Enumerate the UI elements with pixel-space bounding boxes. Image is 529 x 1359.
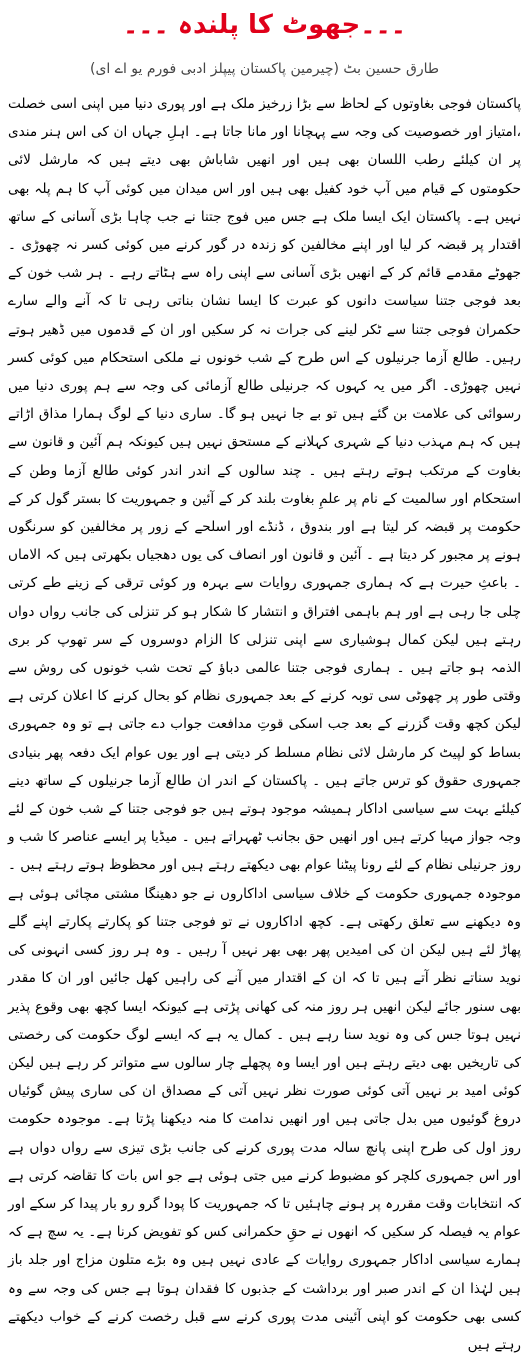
article-body — [8, 90, 521, 1359]
article-paragraph-1: پاکستان فوجی بغاوتوں کے لحاظ سے بڑا زرخیز ملک ہے اور پوری دنیا میں اپنی اسی خصلت ،امتیاز اور خصوصیت کی وجہ سے پہچانا اور مانا جاتا ہے۔ اہلِ جہاں ان کی اس ہنر مندی پر ان کیلئے رطب اللسان بھی ہیں اور انھیں شاباش بھی دیتے ہیں کہ مارشل لائی حکومتوں کے قیام میں آپ خود کفیل بھی ہیں اور اس میدان میں کوئی آپ کا ہم پلہ بھی نہیں ہے۔ پاکستان ایک ایسا ملک ہے جس میں فوج جتنا نے جب چاہا بڑی آسانی کے ساتھ اقتدار پر قبضہ کر لیا اور اپنے مخالفین کو زندہ در گور کرنے میں کوئی کسر نہ چھوڑی ۔ جھوٹے مقدمے قائم کر کے انھیں بڑی آسانی سے اپنی راہ سے ہٹاتے رہے ۔ ہر شب خون کے بعد فوجی جتنا سیاست دانوں کو عبرت کا ایسا نشان بناتی رہی تا کہ آنے والے سارے حکمران فوجی جتنا سے ٹکر لینے کی جرات نہ کر سکیں اور ان کے قدموں میں ڈھیر ہوتے رہیں۔ طالع آزما جرنیلوں کے اس طرح کے شب خونوں نے ملکی استحکام میں کوئی کسر نہیں چھوڑی۔ اگر میں یہ کہوں کہ جرنیلی طالع آزمائی کی وجہ سے ہم پوری دنیا میں رسوائی کی علامت بن گئے ہیں تو بے جا نہیں ہو گا۔ ساری دنیا کے لوگ ہمارا مذاق اڑاتے ہیں کہ ہم مہذب دنیا کے شہری کہلانے کے مستحق نہیں ہیں کیونکہ ہم آئین و قانون سے بغاوت کے مرتکب ہوتے رہتے ہیں ۔ چند سالوں کے اندر اندر کوئی طالع آزما وطن کے استحکام اور سالمیت کے نام پر علمِ بغاوت بلند کر کے آئین و جمہوریت کا بستر گول کر کے حکومت پر قبضہ کر لیتا ہے اور بندوق ، ڈنڈے اور اسلحے کے زور پر مخالفین کو سرنگوں ہونے پر مجبور کر دیتا ہے ۔ آئین و قانون اور انصاف کی یوں دھجیاں بکھرتی ہیں کہ الاماں ۔ باعثِ حیرت ہے کہ ہماری جمہوری روایات سے بہرہ ور کوئی ترقی کے زینے طے کرتی چلی جا رہی ہے اور ہم باہمی افتراق و انتشار کا شکار ہو کر تنزلی کی جانب رواں دواں رہتے ہیں لیکن کمال ہوشیاری سے اپنی تنزلی کا الزام دوسروں کے سر تھوپ کر بری الذمہ ہو جاتے ہیں ۔ ہماری فوجی جتنا عالمی دباؤ کے تحت شب خونوں کی روش سے وقتی طور پر چھوٹی سی توبہ کرنے کے بعد جمہوری نظام کو بحال کرنے کا اعلان کرتی ہے لیکن کچھ وقت گزرنے کے بعد جب اسکی قوتِ مدافعت جواب دے جاتی ہے تو وہ جمہوری بساط کو لپیٹ کر مارشل لائی نظام مسلط کر دیتی ہے اور یوں عوام ایک دفعہ پھر بنیادی جمہوری حقوق کو ترس جاتے ہیں ۔ پاکستان کے اندر ان طالع آزما جرنیلوں کے ساتھ دینے کیلئے بہت سے سیاسی اداکار ہمیشہ موجود ہوتے ہیں جو فوجی جتنا کے شب خون کے لئے وجہ جواز مہیا کرتے ہیں اور انھیں حق بجانب ٹھہراتے ہیں ۔ میڈیا پر ایسے عناصر کا شب و روز جرنیلی نظام کے لئے رونا پیٹنا عوام بھی دیکھتے رہتے ہیں اور محظوظ ہوتے رہتے ہیں ۔ — [7, 96, 521, 874]
article-title: ۔۔۔جھوٹ کا پلندہ ۔۔۔ — [122, 10, 407, 40]
author-byline: طارق حسین بٹ (چیرمین پاکستان پیپلز ادبی فورم یو اے ای) — [89, 61, 439, 77]
article-paragraph-2: موجودہ جمہوری حکومت کے خلاف سیاسی اداکاروں نے جو دھینگا مشتی مچائی ہوئی ہے وہ دیکھنے سے تعلق رکھتی ہے۔ کچھ اداکاروں نے تو فوجی جتنا کو پکارتے پکارتے اپنے گلے پھاڑ لئے ہیں لیکن ان کی امیدیں پھر بھی بھر نہیں آ رہیں ۔ وہ ہر روز کسی انہونی کی نوید سناتے نظر آتے ہیں تا کہ ان کے اقتدار میں آنے کی راہیں کھل جائیں اور ان کا مقدر بھی سنور جائے لیکن انھیں ہر روز منہ کی کھانی پڑتی ہے کیونکہ ایسا کچھ بھی وقوع پذیر نہیں ہوتا جس کی وہ نوید سنا رہے ہیں ۔ کمال یہ ہے کہ ایسے لوگ حکومت کی رخصتی کی تاریخیں بھی دیتے رہتے ہیں اور ایسا وہ پچھلے چار سالوں سے متواتر کر رہے ہیں لیکن کوئی امید بر نہیں آتی کوئی صورت نظر نہیں آتی کے مصداق ان کی ساری پیش گوئیاں دروغ گوئیوں میں بدل جاتی ہیں اور انھیں ندامت کا منہ دیکھنا پڑتا ہے۔ موجودہ حکومت روز اول کی طرح اپنی پانچ سالہ مدت پوری کرنے کی جانب بڑی تیزی سے رواں دواں ہے اور اس جمہوری کلچر کو مضبوط کرنے میں جتی ہوئی ہے جو اس بات کا تقاضہ کرتی ہے کہ انتخابات وقت مقررہ پر ہونے چاہئیں تا کہ جمہوریت کا پودا گرو رو بار پیدا کر سکے اور عوام یہ فیصلہ کر سکیں کہ انھوں نے حقِ حکمرانی کس کو تفویض کرنا ہے۔ یہ سچ ہے کہ ہمارے سیاسی اداکار جمہوری روایات کے عادی نہیں ہیں وہ بڑے متلون مزاج اور جلد باز ہیں لہٰذا ان کے اندر صبر اور برداشت کے جذبوں کا فقدان ہوتا ہے جس کی وجہ سے وہ کسی بھی حکومت کو اپنی آئینی مدت پوری کرنے سے قبل رخصت کرنے کے خواب دیکھتے رہتے ہیں — [8, 885, 521, 1353]
